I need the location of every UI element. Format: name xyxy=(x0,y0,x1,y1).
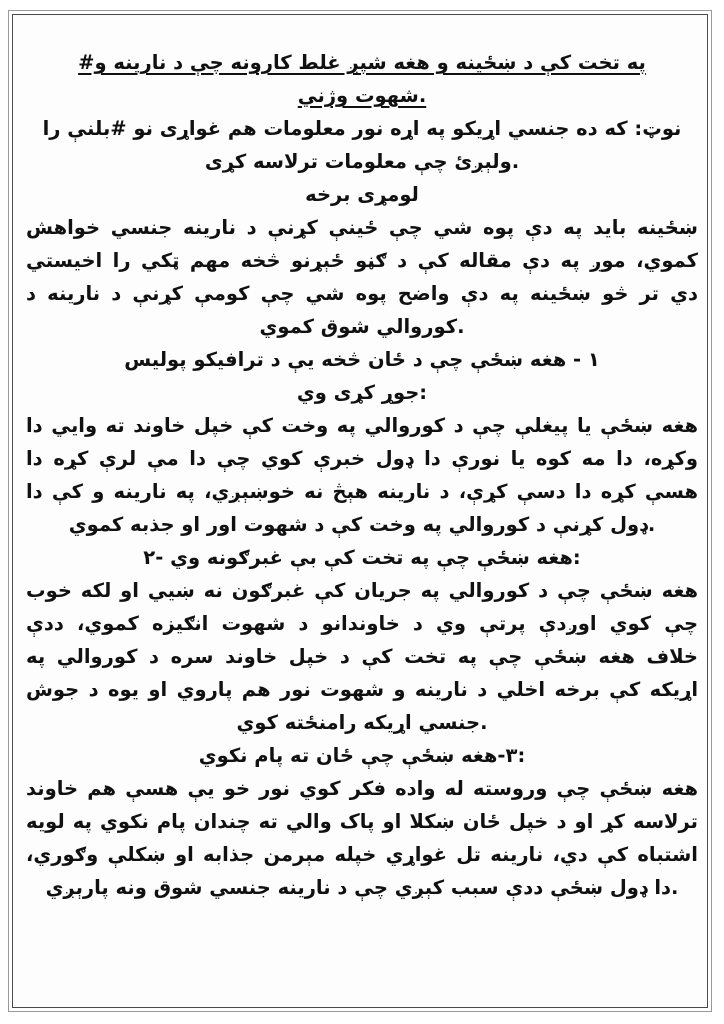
article-title-line-1: په تخت کې د ښځینه و هغه شپږ غلط کارونه چې د نارینه و# xyxy=(78,51,646,74)
point-2-paragraph-line: .جنسي اړیکه رامنځته کوي xyxy=(236,711,488,734)
intro-paragraph-line: کموي، موږ په دې مقاله کې د ګڼو ځېړنو څخه مهم ټکي را اخیستي xyxy=(26,249,698,272)
point-1-paragraph-line: .ډول کړنې د کوروالي په وخت کې د شهوت اور او جذبه کموي xyxy=(68,513,656,536)
point-1-paragraph-line: وکړه، دا مه کوه یا نورې دا ډول خبرې کوي چې دا مې لرې کړه دا xyxy=(26,447,698,470)
point-2-paragraph-line: اړیکه کې برخه اخلي د نارینه و شهوت نور هم پاروي او یوه د جوش xyxy=(26,678,698,701)
point-2-paragraph-line: چې کوي اوږدې پرتې وي د خاوندانو د شهوت انګیزه کموي، ددې xyxy=(26,612,698,635)
point-2-paragraph-line: هغه ښځې چې د کوروالي په جریان کې غبرګون نه ښیي او لکه خوب xyxy=(26,579,698,602)
article-title-line-2: .شهوت وژني xyxy=(297,84,427,107)
point-1-paragraph-line: هسې کړه دا دسې کړې، د نارینه هېڅ نه خوښېږي، په نارینه و کې دا xyxy=(26,480,698,503)
intro-paragraph-line: .کوروالي شوق کموي xyxy=(259,315,465,338)
note-line-1: نوټ: که ده جنسي اړیکو په اړه نور معلومات هم غواړی نو #بلنې را xyxy=(42,117,682,140)
point-1-heading: ۱ - هغه ښځې چې د ځان څخه یې د ترافیکو پولیس xyxy=(124,348,600,371)
point-2-paragraph-line: خلاف هغه ښځې چې په تخت کې د خپل خاوند سره د کوروالي په xyxy=(26,645,698,668)
point-3-paragraph-line: هغه ښځې چې وروسته له واده فکر کوي نور خو یې هسې هم خاوند xyxy=(26,777,698,800)
point-3-heading: :۳-هغه ښځې چې ځان ته پام نکوي xyxy=(198,744,526,767)
note-line-2: .ولېږئ چې معلومات ترلاسه کړی xyxy=(204,150,520,173)
intro-paragraph-line: ښځینه باید په دې پوه شي چې ځینې کړنې د نارینه جنسي خواهش xyxy=(26,216,698,239)
point-1-heading: :جوړ کړی وي xyxy=(296,381,428,404)
section-heading: لومړی برخه xyxy=(305,183,419,206)
point-2-heading: :هغه ښځې چې په تخت کې بې غبرګونه وي -۲ xyxy=(143,546,581,569)
point-1-paragraph-line: هغه ښځې یا پیغلې چې د کوروالي په وخت کې خپل خاوند ته وایي دا xyxy=(26,414,698,437)
point-3-paragraph-line: اشتباه کې دي، نارینه تل غواړي خپله مېرمن جذابه او ښکلې وګوري، xyxy=(26,843,698,866)
point-3-paragraph-line: ترلاسه کړ او د خپل ځان ښکلا او پاک والي ته چندان پام نکوي په لویه xyxy=(26,810,698,833)
point-3-paragraph-line: .دا ډول ښځې ددې سبب کېږي چې د نارینه جنسي شوق ونه پارېږي xyxy=(45,876,679,899)
article-body xyxy=(26,46,698,904)
intro-paragraph-line: دي تر څو ښځینه په دې واضح پوه شي چې کومې کړنې د نارینه د xyxy=(26,282,698,305)
